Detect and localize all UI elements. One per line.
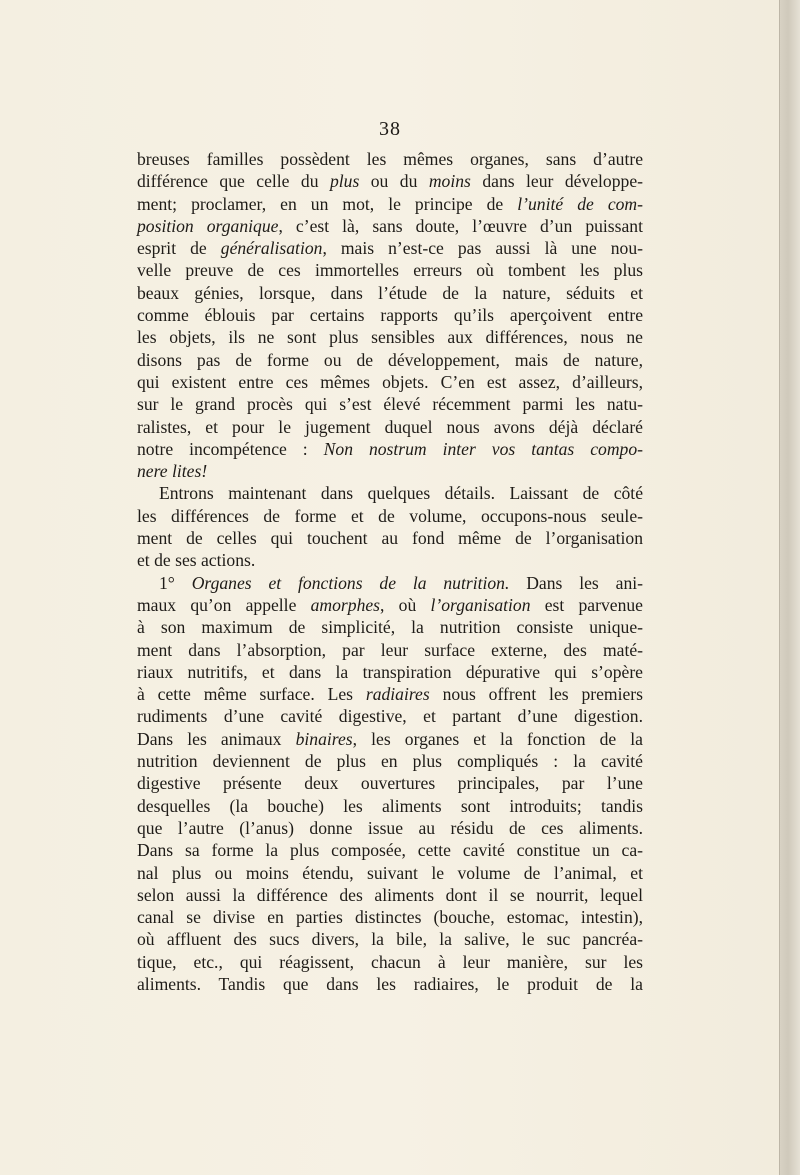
text-line (137, 549, 643, 571)
text-line (137, 215, 643, 237)
text-line (137, 371, 643, 393)
line-text: nous offrent les premiers (429, 684, 643, 705)
line-text: ralistes, et pour le jugement duquel nous avons déjà déclaré (137, 416, 643, 437)
italic-text: généralisation (220, 238, 323, 259)
line-text: , où (380, 594, 431, 615)
line-text: 1° (159, 572, 192, 593)
page-edge (779, 0, 800, 1175)
text-line (137, 482, 643, 504)
text-line (137, 951, 643, 973)
text-line (137, 795, 643, 817)
line-text: esprit de (137, 238, 221, 259)
italic-text: nere lites! (137, 461, 208, 482)
line-text: ou du (359, 171, 429, 192)
line-text: que l’autre (l’anus) donne issue au résidu de ces aliments. (137, 817, 643, 838)
line-text: , c’est là, sans doute, l’œuvre d’un puissant (278, 215, 643, 236)
text-line (137, 705, 643, 727)
italic-text: l’unité de com- (517, 193, 643, 214)
italic-text: moins (428, 171, 471, 192)
italic-text: plus (329, 171, 360, 192)
line-text: tique, etc., qui réagissent, chacun à leur manière, sur les (137, 951, 643, 972)
line-text: Dans les animaux (137, 728, 296, 749)
line-text: canal se divise en parties distinctes (bouche, estomac, intestin), (137, 907, 643, 928)
text-line (137, 817, 643, 839)
line-text: et de ses actions. (137, 550, 256, 571)
text-line (137, 728, 643, 750)
line-text: où affluent des sucs divers, la bile, la salive, le suc pancréa- (137, 929, 643, 950)
line-text: digestive présente deux ouvertures principales, par l’une (137, 773, 643, 794)
text-line (137, 393, 643, 415)
text-line (137, 282, 643, 304)
text-line (137, 259, 643, 281)
text-line (137, 416, 643, 438)
line-text: à son maximum de simplicité, la nutrition consiste unique- (137, 617, 643, 638)
line-text: Dans sa forme la plus composée, cette cavité constitue un ca- (137, 840, 643, 861)
text-line (137, 505, 643, 527)
line-text: dans leur développe- (470, 171, 643, 192)
line-text: riaux nutritifs, et dans la transpiration dépurative qui s’opère (137, 661, 643, 682)
line-text: nutrition deviennent de plus en plus compliqués : la cavité (137, 751, 643, 772)
text-line (137, 594, 643, 616)
line-text: est parvenue (530, 594, 643, 615)
text-line (137, 193, 643, 215)
line-text: ment; proclamer, en un mot, le principe de (137, 193, 518, 214)
line-text: qui existent entre ces mêmes objets. C’en est assez, d’ailleurs, (137, 371, 643, 392)
line-text: breuses familles possèdent les mêmes organes, sans d’autre (137, 149, 643, 169)
text-line (137, 750, 643, 772)
body-text (137, 148, 643, 995)
line-text: desquelles (la bouche) les aliments sont introduits; tandis (137, 795, 643, 816)
text-line (137, 237, 643, 259)
italic-text: l’organisation (430, 594, 531, 615)
text-line (137, 349, 643, 371)
line-text: comme éblouis par certains rapports qu’ils aperçoivent entre (137, 305, 643, 326)
text-line (137, 906, 643, 928)
line-text: nal plus ou moins étendu, suivant le volume de l’animal, et (137, 862, 643, 883)
text-line (137, 304, 643, 326)
italic-text: position organique (137, 215, 279, 236)
line-text: maux qu’on appelle (137, 594, 311, 615)
line-text: selon aussi la différence des aliments dont il se nourrit, lequel (137, 884, 643, 905)
italic-text: Non nostrum inter vos tantas compo- (323, 438, 643, 459)
text-line (137, 862, 643, 884)
text-line (137, 839, 643, 861)
text-line (137, 460, 643, 482)
italic-text: Organes et fonctions de la nutrition. (191, 572, 510, 593)
text-line (137, 683, 643, 705)
line-text: ment dans l’absorption, par leur surface externe, des maté- (137, 639, 643, 660)
italic-text: binaires (295, 728, 353, 749)
line-text: aliments. Tandis que dans les radiaires, le produit de la (137, 973, 643, 994)
text-line (137, 616, 643, 638)
page-number: 38 (379, 118, 401, 140)
italic-text: radiaires (365, 684, 430, 705)
text-line (137, 884, 643, 906)
line-text: velle preuve de ces immortelles erreurs où tombent les plus (137, 260, 643, 281)
line-text: différence que celle du (137, 171, 330, 192)
line-text: disons pas de forme ou de développement, mais de nature, (137, 349, 643, 370)
text-line (137, 928, 643, 950)
line-text: beaux génies, lorsque, dans l’étude de la nature, séduits et (137, 282, 643, 303)
text-line (137, 973, 643, 995)
line-text: Dans les ani- (509, 572, 643, 593)
line-text: rudiments d’une cavité digestive, et partant d’une digestion. (137, 706, 643, 727)
text-line (137, 639, 643, 661)
line-text: les objets, ils ne sont plus sensibles aux différences, nous ne (137, 327, 643, 348)
line-text: ment de celles qui touchent au fond même de l’organisation (137, 528, 643, 549)
line-text: sur le grand procès qui s’est élevé récemment parmi les natu- (137, 394, 643, 415)
line-text: les différences de forme et de volume, occupons-nous seule- (137, 505, 643, 526)
text-line (137, 527, 643, 549)
text-line (137, 772, 643, 794)
line-text: à cette même surface. Les (137, 684, 366, 705)
line-text: , les organes et la fonction de la (352, 728, 643, 749)
line-text: Entrons maintenant dans quelques détails. Laissant de côté (159, 483, 643, 504)
text-line (137, 572, 643, 594)
text-line (137, 661, 643, 683)
text-line (137, 326, 643, 348)
text-line (137, 438, 643, 460)
text-line (137, 148, 643, 170)
line-text: notre incompétence : (137, 438, 324, 459)
italic-text: amorphes (310, 594, 381, 615)
text-line (137, 170, 643, 192)
line-text: , mais n’est-ce pas aussi là une nou- (322, 238, 643, 259)
